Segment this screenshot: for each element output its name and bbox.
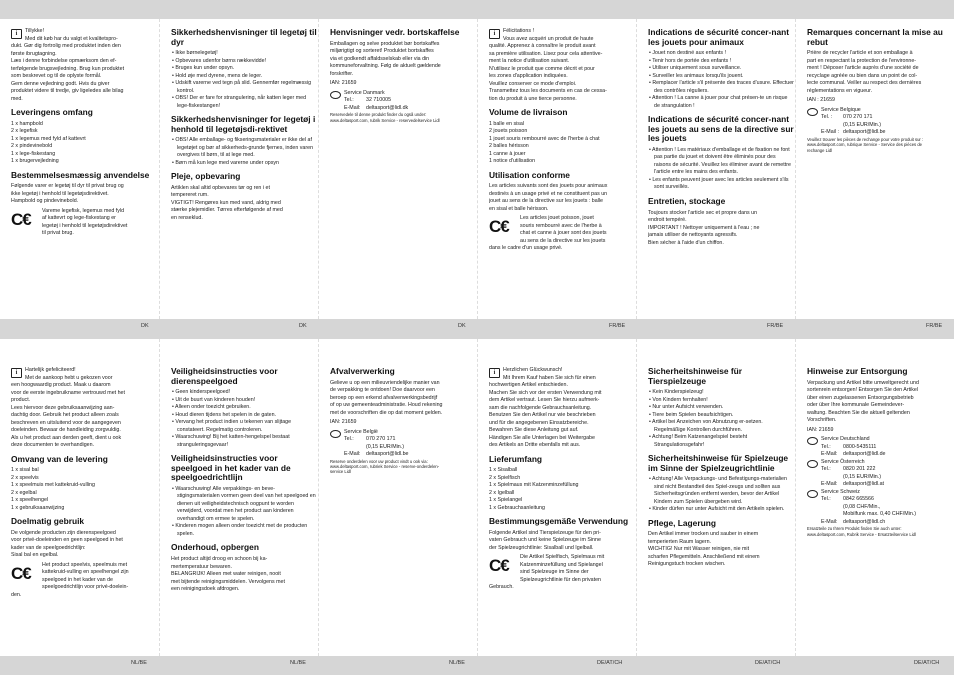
service-icon bbox=[807, 437, 818, 445]
service-rate: (0,15 EUR/Min.) bbox=[366, 443, 404, 450]
section-heading: Bestimmungsgemäße Verwendung bbox=[489, 516, 629, 527]
tel-label: Tel.: bbox=[821, 443, 831, 450]
list-item: • OBS! Der er fare for strangulering, når katten leger med lege-fiskestangen! bbox=[171, 95, 317, 110]
bullet-list bbox=[648, 147, 794, 192]
list-item: 1 x speelhengel bbox=[11, 497, 49, 504]
info-icon: i bbox=[11, 368, 22, 378]
section-heading: Henvisninger vedr. bortskaffelse bbox=[330, 28, 460, 37]
nl-panel-2 bbox=[171, 367, 317, 653]
scope-list bbox=[489, 467, 635, 512]
service-note: Ersatzteile zu Ihrem Produkt finden Sie auch unter: www.deltasport.com, Rubrik Service - Ersatzteilservice Lidl bbox=[807, 526, 916, 537]
list-item: • Tiere beim Spielen beaufsichtigen. bbox=[648, 412, 794, 420]
list-item: • Utiliser uniquement sous surveillance. bbox=[648, 65, 794, 73]
service-rate: (0,08 CHF/Min., bbox=[843, 503, 881, 510]
bullet-list bbox=[171, 389, 317, 449]
list-item: • OBS! Alle emballage- og fikseringsmaterialer er ikke del af legetøjet og bør af sikkerheds-grunde fjernes, inden varen overgives til børn, til at lege med. bbox=[171, 137, 317, 160]
section-heading: Leveringens omfang bbox=[11, 107, 93, 117]
list-item: • Surveiller les animaux lorsqu'ils jouent. bbox=[648, 73, 794, 81]
list-item: 1 balle en sisal bbox=[489, 120, 525, 127]
fold-line bbox=[636, 19, 637, 319]
service-phone: 0820 201 222 bbox=[843, 466, 876, 473]
email-label: E-Mail: bbox=[821, 481, 838, 488]
ce-text: C€ Vareme legefisk, legemus med fyld af kattevrt og lege-fiskestang er legetøj i henhold til legetøjsdirektivet til privat brug. bbox=[11, 207, 128, 237]
service-phone: 070 270 171 bbox=[843, 114, 873, 121]
fold-line bbox=[159, 19, 160, 319]
service-rate: Mobilfunk max. 0,40 CHF/Min.) bbox=[843, 511, 917, 518]
ian-number: IAN: 21659 bbox=[807, 426, 834, 433]
section-heading: Indications de sécurité concer-nant les jouets au sens de la directive sur les jouets bbox=[648, 114, 794, 144]
service-email[interactable]: deltasport@lidl.dk bbox=[366, 104, 409, 111]
email-label: E-Mail: bbox=[344, 104, 361, 111]
list-item: • Les enfants peuvent jouer avec les articles seulement s'ils sont surveillés. bbox=[648, 177, 794, 192]
dk-panel-1 bbox=[11, 28, 157, 318]
section-heading: Hinweise zur Entsorgung bbox=[807, 367, 908, 376]
service-name: Service Schweiz bbox=[821, 488, 860, 495]
tel-label: Tel.: bbox=[821, 496, 831, 503]
body-text: Prière de recycler l'article et son emballage à part en respectant la protection de l'environne- ment ! Déposer l'article auprès d'une société de recyclage agréée ou bien dans un point de col- lecte communal. Veiller au respect des dernières réglementations en vigueur. bbox=[807, 50, 922, 94]
list-item: • Alleen onder toezicht gebruiken. bbox=[171, 404, 317, 412]
list-item: • Ikke børnelegetøj! bbox=[171, 50, 317, 58]
section-heading: Doelmatig gebruik bbox=[11, 516, 85, 527]
tel-label: Tel.: bbox=[344, 97, 354, 104]
ian-number: IAN : 21659 bbox=[807, 97, 835, 104]
language-code: NL/BE bbox=[131, 660, 147, 666]
nl-panel-1 bbox=[11, 367, 157, 653]
list-item: • Achtung! Beim Katzenangelspiel besteht Strangulationsgefahr! bbox=[648, 434, 794, 449]
tel-label: Tel. : bbox=[821, 114, 833, 121]
list-item: 2 x egelbal bbox=[11, 489, 37, 496]
body-text: Gelieve u op een milieuvriendelijke manier van de verpakking te ontdoen! Doe daarvoor een beroep op een erkend afvalverwerkingsbedrijf of op uw gemeenteadministratie. Houd rekening met de voorschriften die op dat moment gelden. bbox=[330, 379, 443, 416]
ce-text: C€ Les articles jouet poisson, jouet souris rembourré avec de l'herbe à chat et canne à jouer sont des jouets au sens de la directive sur les jouets dans le cadre d'un usage privé. bbox=[489, 215, 607, 252]
fold-line bbox=[477, 339, 478, 656]
section-heading: Volume de livraison bbox=[489, 107, 568, 117]
list-item: 2 jouets poisson bbox=[489, 128, 528, 135]
ian-number: IAN: 21659 bbox=[330, 419, 357, 426]
section-heading: Sicherheitshinweise für Tierspielzeuge bbox=[648, 367, 743, 386]
bullet-list bbox=[648, 389, 794, 449]
list-item: 1 x Spielmaus mit Katzenminzefüllung bbox=[489, 482, 579, 489]
section-heading: Omvang van de levering bbox=[11, 453, 108, 464]
list-item: • Kinder dürfen nur unter Aufsicht mit den Artikeln spielen. bbox=[648, 506, 794, 514]
list-item: • Tenir hors de portée des enfants ! bbox=[648, 58, 794, 66]
list-item: 1 x gebruiksaanwijzing bbox=[11, 504, 65, 511]
fold-line bbox=[159, 339, 160, 656]
service-email[interactable]: deltasport@lidl.ch bbox=[843, 518, 886, 525]
service-icon bbox=[807, 490, 818, 498]
list-item: • Bruges kun under opsyn. bbox=[171, 65, 317, 73]
list-item: 2 x Spielfisch bbox=[489, 474, 521, 481]
intro-text: i Herzlichen Glückwunsch! Mit Ihrem Kauf haben Sie sich für einen hochwertigen Artikel entschieden. Machen Sie sich vor der ersten Verwendung mit dem Artikel vertraut. Lesen Sie hierzu aufmerk- sam die nachfolgende Gebrauchsanleitung. Benutzen Sie den Artikel nur wie beschrieben und für die angegebenen Einsatzbereiche. Bewahren Sie diese Anleitung gut auf. Händigen Sie alle Unterlagen bei Weitergabe des Artikels an Dritte ebenfalls mit aus. bbox=[489, 367, 602, 448]
list-item: 1 x Sisalball bbox=[489, 467, 518, 474]
scope-list bbox=[11, 121, 157, 166]
list-item: 1 x Spielangel bbox=[489, 497, 523, 504]
body-text: Les articles suivants sont des jouets pour animaux destinés à un usage privé et ne constituent pas un jouet au sens de la directive sur les jouets : balle en sisal et balle hérisson. bbox=[489, 183, 608, 212]
section-heading: Lieferumfang bbox=[489, 453, 543, 464]
list-item: 2 x speelvis bbox=[11, 474, 39, 481]
top-band bbox=[0, 0, 954, 19]
scope-list bbox=[11, 467, 157, 512]
list-item: • Von Kindern fernhalten! bbox=[648, 397, 794, 405]
section-heading: Indications de sécurité concer-nant les jouets pour animaux bbox=[648, 28, 790, 47]
middle-band bbox=[0, 319, 954, 339]
list-item: • Vervang het product indien u tekenen van slijtage constateert. Regelmatig controleren. bbox=[171, 419, 317, 434]
body-text: Emballagen og selve produktet bør bortskaffes miljørigtigt og sorteret! Produktet bortskaffes via et godkendt affaldsselskab eller via din kommuneforvaltning. Følg de aktuelt gældende forskrifter. bbox=[330, 40, 441, 77]
fr-panel-1 bbox=[489, 28, 635, 318]
service-name: Service Danmark bbox=[344, 89, 385, 96]
fr-panel-3 bbox=[807, 28, 953, 318]
info-icon: i bbox=[489, 368, 500, 378]
service-block bbox=[807, 489, 953, 527]
body-text: De volgende producten zijn dierenspeelgoed voor privé-doeleinden en geen speelgoed in het kader van de speelgoedrichtlijn: Sisal bal en egelbal. bbox=[11, 529, 123, 559]
service-block bbox=[330, 429, 476, 459]
section-heading: Bestemmelsesmæssig anvendelse bbox=[11, 169, 150, 180]
intro-text: i Félicitations ! Vous avez acquéri un produit de haute qualité. Apprenez à connaître le produit avant sa première utilisation. Lisez pour cela attentive- ment la notice d'utilisation suivant. N'utilisez le produit que comme décrit et pour les zones d'application indiquées. Veuillez conserver ce mode d'emploi. Transmettez tous les documents en cas de cessa- tion du produit à une tierce personne. bbox=[489, 28, 607, 102]
service-phone: 0800-5435111 bbox=[843, 443, 877, 450]
body-text: Folgende Artikel sind Tierspielzeuge für den pri- vaten Gebrauch und keine Spielzeuge im Sinne der Spielzeugrichtlinie: Sisalball und Igelball. bbox=[489, 529, 601, 551]
fold-line bbox=[795, 19, 796, 319]
section-heading: Sikkerhedshenvisninger for legetøj i henhold til legetøjsdi-rektivet bbox=[171, 114, 316, 134]
language-code: FR/BE bbox=[609, 323, 626, 329]
tel-label: Tel.: bbox=[821, 466, 831, 473]
service-note: Veuillez trouver les pièces de rechange pour votre produit sur : www.deltasport.com, rubrique Service - Service des pièces de rechange Lidl bbox=[807, 136, 924, 153]
list-item: • Hold øje med dyrene, mens de leger. bbox=[171, 73, 317, 81]
list-item: 1 x speelmuis met kattekruid-vulling bbox=[11, 482, 95, 489]
info-icon: i bbox=[489, 29, 500, 39]
service-name: Service België bbox=[344, 428, 378, 435]
service-email[interactable]: deltasport@lidl.de bbox=[843, 451, 886, 458]
section-heading: Remarques concernant la mise au rebut bbox=[807, 28, 943, 47]
body-text: Toujours stocker l'article sec et propre dans un endroit tempéré. IMPORTANT ! Nettoyer uniquement à l'eau ; ne jamais utiliser de nettoyants agressifs. Bien sécher à l'aide d'un chiffon. bbox=[648, 209, 760, 246]
scope-list bbox=[489, 121, 635, 166]
service-email[interactable]: deltasport@lidl.at bbox=[843, 481, 885, 488]
service-rate: (0,15 EUR/Min.) bbox=[843, 121, 881, 128]
list-item: 2 balles hérisson bbox=[489, 143, 529, 150]
list-item: • Attention ! La canne à jouer pour chat présen-te un risque de strangulation ! bbox=[648, 95, 794, 110]
bullet-list bbox=[171, 50, 317, 110]
bullet-list bbox=[171, 137, 317, 167]
language-code: NL/BE bbox=[449, 660, 465, 666]
list-item: 2 x pindevinebold bbox=[11, 143, 53, 150]
body-text: Verpackung und Artikel bitte umweltgerecht und sortenrein entsorgen! Entsorgen Sie den Artikel über einen zugelassenen Entsorgungsbetrieb oder über Ihre kommunale Gemeindever- waltung. Beachten Sie die aktuell geltenden Vorschriften. bbox=[807, 379, 919, 424]
list-item: • Udskift varerne ved tegn på slid. Gennemfør regelmæssig kontrol. bbox=[171, 80, 317, 95]
language-code: NL/BE bbox=[290, 660, 306, 666]
email-label: E-Mail : bbox=[821, 129, 839, 136]
bullet-list bbox=[171, 486, 317, 539]
email-label: E-Mail: bbox=[344, 451, 361, 458]
list-item: 1 canne à jouer bbox=[489, 150, 526, 157]
body-text: Het product altijd droog en schoon bij ka- mertemperatuur bewaren. BELANGRIJK! Alleen met water reinigen, nooit met bijtende reinigingsmiddelen. Vervolgens met een reinigingsdoek afdrogen. bbox=[171, 556, 285, 593]
list-item: • Kinderen mogen alleen onder toezicht met de producten spelen. bbox=[171, 523, 317, 538]
list-item: • Attention ! Les matériaux d'emballage et de fixation ne font pas partie du jouet et doivent être éliminés pour des raisons de sécurité. Veuillez les éliminer avant de remettre l'article entre les mains des enfants. bbox=[648, 147, 794, 177]
fold-line bbox=[318, 19, 319, 319]
language-code: FR/BE bbox=[767, 323, 784, 329]
language-code: FR/BE bbox=[926, 323, 943, 329]
section-heading: Pleje, opbevaring bbox=[171, 171, 241, 182]
fold-line bbox=[795, 339, 796, 656]
list-item: 2 x Igelball bbox=[489, 489, 515, 496]
list-item: 1 x sisal bal bbox=[11, 467, 39, 474]
fold-line bbox=[477, 19, 478, 319]
list-item: • Achtung! Alle Verpackungs- und Befestigungs-materialien sind nicht Bestandteil des Spiel-zeugs und sollten aus Sicherheitsgründen entfernt werden, bevor der Artikel Kindern zum Spielen übergeben wird. bbox=[648, 476, 794, 506]
service-block bbox=[807, 436, 953, 459]
list-item: 1 x hampbold bbox=[11, 120, 43, 127]
service-block bbox=[330, 90, 476, 113]
ce-mark-icon: C€ bbox=[11, 563, 31, 583]
section-heading: Sikkerhedshenvisninger til legetøj til dyr bbox=[171, 28, 317, 47]
bullet-list bbox=[648, 50, 794, 110]
list-item: • Jouet non destiné aux enfants ! bbox=[648, 50, 794, 58]
list-item: • Uit de buurt van kinderen houden! bbox=[171, 397, 317, 405]
fold-line bbox=[636, 339, 637, 656]
service-icon bbox=[330, 430, 341, 438]
list-item: 1 x Gebrauchsanleitung bbox=[489, 504, 545, 511]
body-text: Artiklen skal altid opbevares tør og ren i et tempereret rum. VIGTIGT! Rengøres kun med vand, aldrig med stærke plejemidler. Tørres efterfølgende af med en renseklud. bbox=[171, 184, 283, 221]
ian-number: IAN: 21659 bbox=[330, 80, 357, 87]
service-phone: 32 710005 bbox=[366, 97, 392, 104]
intro-text: i Tillykke! Med dit køb har du valgt et kvalitetspro- dukt. Gør dig fortrolig med produktet inden den første ibrugtagning. Læs i denne forbindelse opmærksom den ef- terfølgende brugsvejledning. Brug kun produktet som beskrevet og til de oplyste formål. Gem denne vejledning godt. Hvis du giver produktet videre til tredje, giv ligeledes alle bilag med. bbox=[11, 28, 125, 102]
list-item: 2 x legefisk bbox=[11, 128, 38, 135]
list-item: • Houd dieren tijdens het spelen in de gaten. bbox=[171, 412, 317, 420]
info-icon: i bbox=[11, 29, 22, 39]
language-code: DE/AT/CH bbox=[914, 660, 940, 666]
de-panel-1 bbox=[489, 367, 635, 653]
language-code: DK bbox=[141, 323, 149, 329]
service-note: Reservedele til denne produkt finder du også under: www.deltasport.com, rubrik Service - reservedelservice Lidl bbox=[330, 112, 440, 123]
section-heading: Pflege, Lagerung bbox=[648, 517, 716, 528]
section-heading: Sicherheitshinweise für Spielzeuge im Sinne der Spielzeugrichtlinie bbox=[648, 453, 789, 473]
section-heading: Entretien, stockage bbox=[648, 195, 726, 206]
ce-text: C€ Het product speelvis, speelmuis met kattekruid-vulling en speelhengel zijn speelgoed in het kader van de speelgoedrichtlijn voor privé-doelein- den. bbox=[11, 561, 129, 598]
de-panel-3 bbox=[807, 367, 953, 653]
list-item: • Waarschuwing! Alle verpakkings- en beve-stigingsmaterialen vormen geen deel van het speelgoed en dienen uit veiligheidstechnisch oogpunt te worden verwijderd, voordat men het product aan kinderen overhandigt om ermee te spelen. bbox=[171, 486, 317, 524]
dk-panel-3 bbox=[330, 28, 476, 318]
tel-label: Tel.: bbox=[344, 436, 354, 443]
section-heading: Utilisation conforme bbox=[489, 169, 570, 180]
list-item: 1 notice d'utilisation bbox=[489, 158, 536, 165]
language-code: DK bbox=[299, 323, 307, 329]
body-text: Den Artikel immer trocken und sauber in einem temperierten Raum lagern. WICHTIG! Nur mit Wasser reinigen, nie mit scharfen Pflegemitteln. Anschließend mit einem Reinigungstuch trocken wischen. bbox=[648, 531, 760, 568]
service-block bbox=[807, 459, 953, 489]
ce-mark-icon: C€ bbox=[489, 217, 509, 237]
service-phone: 070 270 171 bbox=[366, 436, 396, 443]
list-item: • Opbevares udenfor børns rækkevidde! bbox=[171, 58, 317, 66]
service-note: Reserve onderdelen voor uw product vindt u ook via: www.deltasport.com, rubriek Service - reserve-onderdelen- service Lidl bbox=[330, 458, 440, 475]
email-label: E-Mail: bbox=[821, 518, 838, 525]
service-name: Service Deutschland bbox=[821, 436, 870, 443]
dk-panel-2 bbox=[171, 28, 317, 318]
service-email[interactable]: deltasport@lidl.be bbox=[366, 451, 409, 458]
email-label: E-Mail: bbox=[821, 451, 838, 458]
service-icon bbox=[807, 460, 818, 468]
section-heading: Onderhoud, opbergen bbox=[171, 542, 259, 553]
list-item: 1 jouet souris rembourré avec de l'herbe à chat bbox=[489, 135, 600, 142]
nl-panel-3 bbox=[330, 367, 476, 653]
de-panel-2 bbox=[648, 367, 794, 653]
service-name: Service Belgique bbox=[821, 106, 861, 113]
list-item: • Nur unter Aufsicht verwenden. bbox=[648, 404, 794, 412]
service-email[interactable]: deltasport@lidl.be bbox=[843, 129, 886, 136]
service-phone: 0842 665566 bbox=[843, 496, 874, 503]
list-item: • Waarschuwing! Bij het katten-hengelspel bestaat stranguleringsgevaar! bbox=[171, 434, 317, 449]
list-item: 1 x brugervejledning bbox=[11, 158, 59, 165]
list-item: • Børn må kun lege med varerne under opsyn bbox=[171, 160, 317, 168]
service-icon bbox=[330, 91, 341, 99]
intro-text: i Hartelijk gefeliciteerd! Met de aankoop hebt u gekozen voor een hoogwaardig product. Maak u daarom voor de eerste ingebruikname vertrouwd met het product. Lees hiervoor deze gebruiksaanwijzing aan- dachtig door. Gebruik het product alleen zoals beschreven en uitsluitend voor de aangegeven doeleinden. Bewaar de handleiding zorgvuldig. Als u het product aan derden geeft, dient u ook deze documenten te overhandigen. bbox=[11, 367, 125, 448]
language-code: DE/AT/CH bbox=[755, 660, 781, 666]
section-heading: Afvalverwerking bbox=[330, 367, 395, 376]
ce-mark-icon: C€ bbox=[11, 209, 31, 229]
service-block bbox=[807, 107, 953, 137]
list-item: • Geen kinderspeelgoed! bbox=[171, 389, 317, 397]
service-rate: (0,15 EUR/Min.) bbox=[843, 473, 881, 480]
list-item: • Kein Kinderspielzeug! bbox=[648, 389, 794, 397]
fold-line bbox=[318, 339, 319, 656]
fr-panel-2 bbox=[648, 28, 794, 318]
list-item: 1 x lege-fiskestang bbox=[11, 150, 56, 157]
bullet-list bbox=[648, 476, 794, 514]
ce-mark-icon: C€ bbox=[489, 556, 509, 576]
language-code: DK bbox=[458, 323, 466, 329]
section-heading: Veiligheidsinstructies voor dierenspeelgoed bbox=[171, 367, 278, 386]
ce-text: C€ Die Artikel Spielfisch, Spielmaus mit Katzenminzefüllung und Spielangel sind Spielzeuge im Sinne der Spielzeugrichtlinie für den privaten Gebrauch. bbox=[489, 554, 605, 591]
list-item: • Remplacer l'article s'il présente des traces d'usure. Effectuer des contrôles réguliers. bbox=[648, 80, 794, 95]
service-name: Service Österreich bbox=[821, 458, 865, 465]
section-heading: Veiligheidsinstructies voor speelgoed in het kader van de speelgoedrichtlijn bbox=[171, 453, 291, 483]
list-item: • Artikel bei Anzeichen von Abnutzung er-setzen. Regelmäßige Kontrollen durchführen. bbox=[648, 419, 794, 434]
service-icon bbox=[807, 108, 818, 116]
list-item: 1 x legemus med fyld af kattevrt bbox=[11, 135, 86, 142]
language-code: DE/AT/CH bbox=[597, 660, 623, 666]
body-text: Følgende varer er legetøj til dyr til privat brug og ikke legetøj i henhold til legetøjsdirektivet. Hampbold og pindevinebold. bbox=[11, 183, 124, 205]
